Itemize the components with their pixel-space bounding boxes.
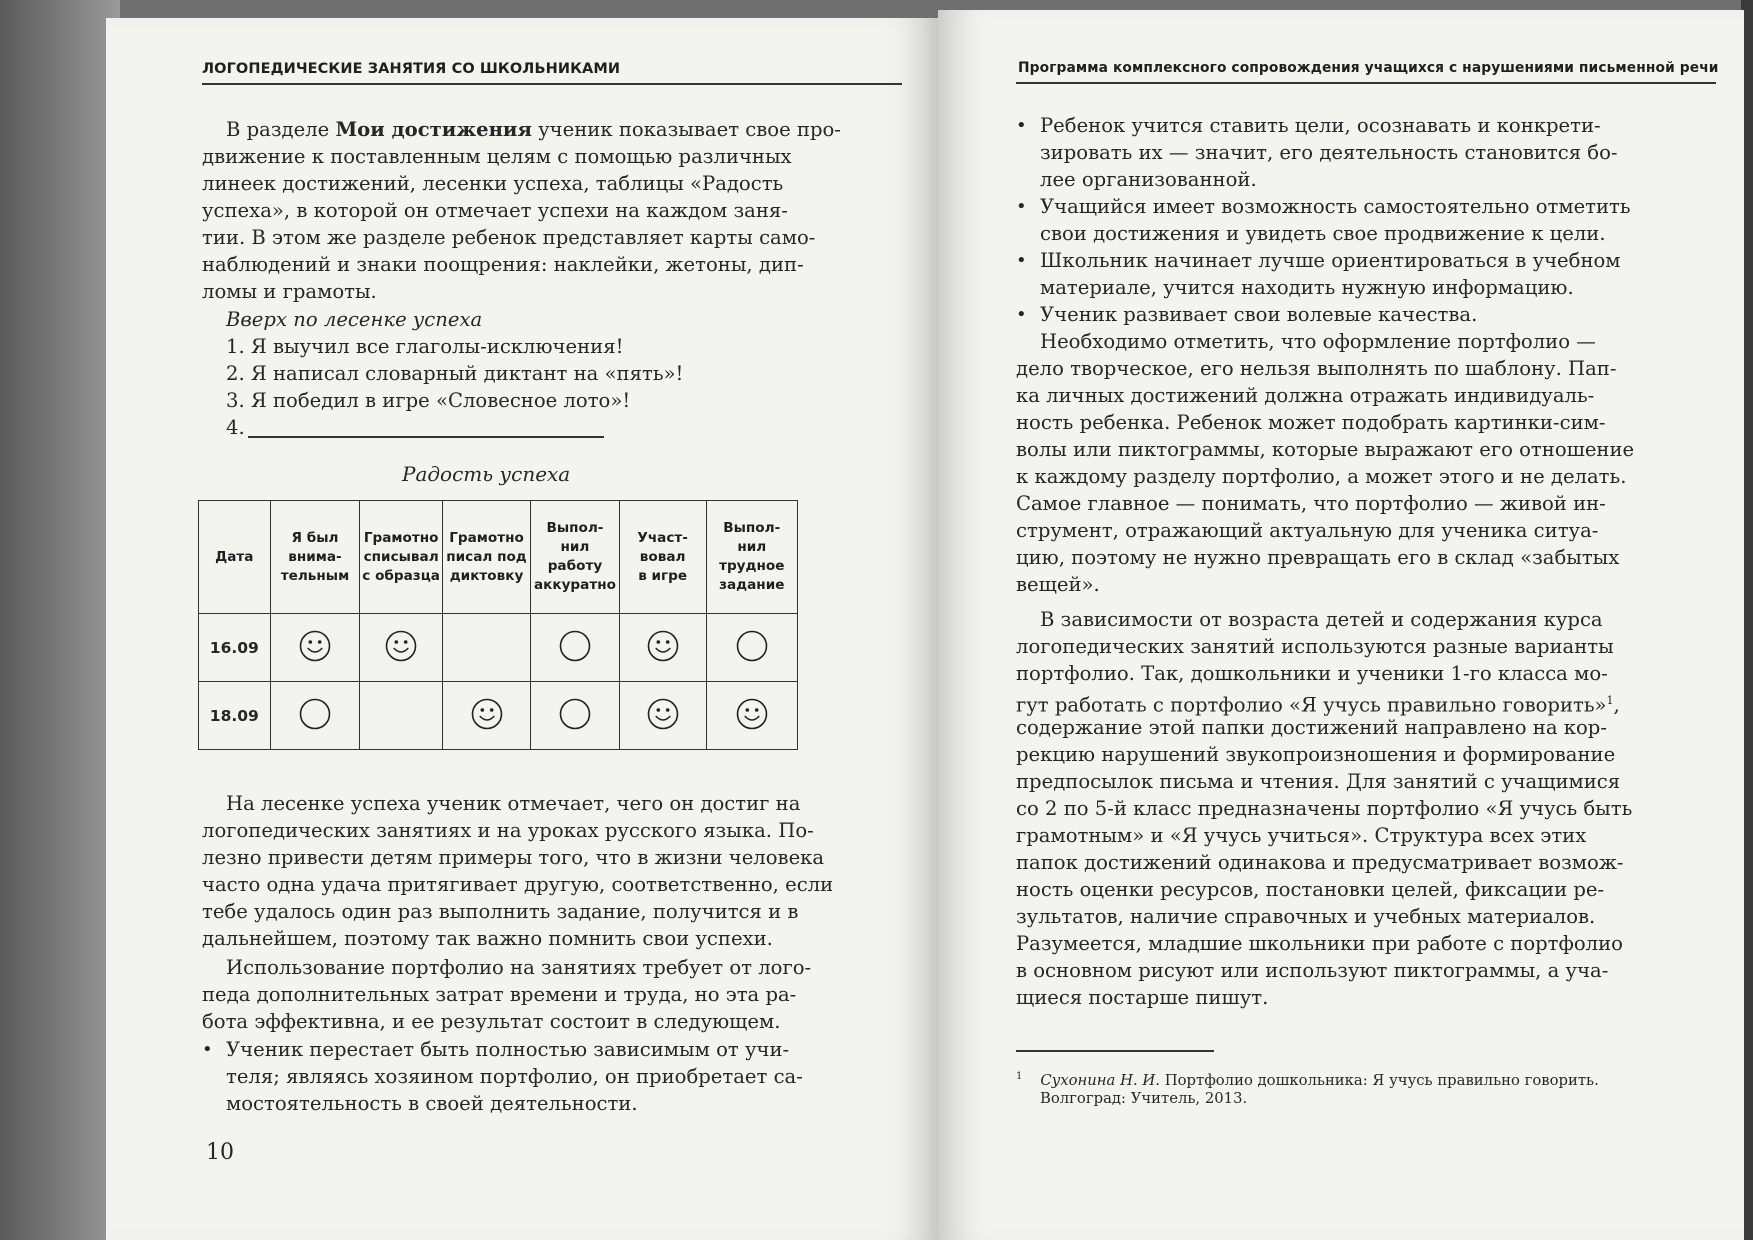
column-header-line: Выпол- xyxy=(546,520,604,536)
body-line: струмент, отражающий актуальную для ученика ситуа- xyxy=(1016,519,1599,542)
smiley-icon xyxy=(442,682,530,750)
body-line: логопедических занятий используются разные варианты xyxy=(1016,635,1614,658)
body-line: ность оценки ресурсов, постановки целей, фиксации ре- xyxy=(1016,878,1605,901)
column-header xyxy=(706,501,797,614)
column-header-line: с образца xyxy=(362,567,440,584)
intro-line: В разделе Мои достижения ученик показывает свое про- xyxy=(226,118,841,141)
body-line: педа дополнительных затрат времени и труда, но эта ра- xyxy=(202,983,797,1006)
intro-line: успеха», в которой он отмечает успехи на каждом заня- xyxy=(202,199,788,222)
column-header-line: диктовку xyxy=(449,567,524,584)
smiley-icon xyxy=(270,614,360,682)
section-name: Мои достижения xyxy=(335,118,532,141)
body-line: бота эффективна, и ее результат состоит в следующем. xyxy=(202,1010,781,1033)
column-header-line: вовал xyxy=(639,548,686,565)
blank-line xyxy=(248,436,604,438)
ladder-item: 2. Я написал словарный диктант на «пять»! xyxy=(226,362,684,385)
column-header xyxy=(360,501,443,614)
column-header-line: писал под xyxy=(446,548,527,565)
column-header-line: Участ- xyxy=(637,529,688,546)
table-row xyxy=(199,682,798,750)
column-header xyxy=(619,501,706,614)
footnote-author: Сухонина Н. И. xyxy=(1040,1071,1161,1089)
body-line: теля; являясь хозяином портфолио, он приобретает са- xyxy=(226,1065,803,1088)
body-line: рекцию нарушений звукопроизношения и формирование xyxy=(1016,743,1616,766)
column-header xyxy=(442,501,530,614)
column-header-line: нил xyxy=(737,539,767,555)
table-header-row xyxy=(199,501,798,614)
body-line: тебе удалось один раз выполнить задание, получится и в xyxy=(202,900,799,923)
intro-line: движение к поставленным целям с помощью различных xyxy=(202,145,792,168)
body-line: зировать их — значит, его деятельность становится бо- xyxy=(1040,141,1618,164)
scanner-background xyxy=(0,0,120,1240)
column-header xyxy=(199,501,271,614)
column-header-line: списывал xyxy=(363,548,439,565)
body-line: грамотным» и «Я учусь учиться». Структура всех этих xyxy=(1016,824,1587,847)
date-cell: 18.09 xyxy=(199,682,271,750)
intro-line: наблюдений и знаки поощрения: наклейки, жетоны, дип- xyxy=(202,253,804,276)
left-running-head: ЛОГОПЕДИЧЕСКИЕ ЗАНЯТИЯ СО ШКОЛЬНИКАМИ xyxy=(202,61,621,77)
ladder-item: 4. xyxy=(226,416,245,439)
body-line: логопедических занятиях и на уроках русского языка. По- xyxy=(202,819,814,842)
column-header-line: в игре xyxy=(638,567,688,584)
body-line: портфолио. Так, дошкольники и ученики 1-го класса мо- xyxy=(1016,662,1608,685)
header-rule xyxy=(202,83,902,85)
body-line: ность ребенка. Ребенок может подобрать картинки-сим- xyxy=(1016,411,1606,434)
body-line: со 2 по 5-й класс предназначены портфолио «Я учусь быть xyxy=(1016,797,1633,820)
header-rule xyxy=(1016,82,1716,84)
body-line: волы или пиктограммы, которые выражают его отношение xyxy=(1016,438,1635,461)
smiley-icon xyxy=(360,614,443,682)
page-number: 10 xyxy=(206,1140,234,1165)
column-header-line: тельным xyxy=(280,567,350,584)
body-line: дело творческое, его нельзя выполнять по шаблону. Пап- xyxy=(1016,357,1617,380)
column-header xyxy=(270,501,360,614)
body-line: предпосылок письма и чтения. Для занятий с учащимися xyxy=(1016,770,1621,793)
body-line: гут работать с портфолио «Я учусь правильно говорить»$^1$, xyxy=(1016,693,1620,717)
table-row xyxy=(199,614,798,682)
body-line: Самое главное — понимать, что портфолио — живой ин- xyxy=(1016,492,1606,515)
footnote-ref: 1 xyxy=(1606,694,1614,707)
column-header-line: Грамотно xyxy=(363,529,439,546)
body-line: Разумеется, младшие школьники при работе с портфолио xyxy=(1016,932,1623,955)
ladder-item: 1. Я выучил все глаголы-исключения! xyxy=(226,335,624,358)
bullet-item: • Учащийся имеет возможность самостоятельно отметить xyxy=(1016,193,1631,220)
footnote-rule xyxy=(1016,1050,1214,1052)
empty-cell xyxy=(360,682,443,750)
empty-circle-icon xyxy=(706,614,797,682)
body-line: щиеся постарше пишут. xyxy=(1016,986,1269,1009)
body-line: свои достижения и увидеть свое продвижение к цели. xyxy=(1040,222,1606,245)
intro-line: ломы и грамоты. xyxy=(202,280,377,303)
column-header-line: Дата xyxy=(215,548,254,565)
body-line: Использование портфолио на занятиях требует от лого- xyxy=(226,956,812,979)
footnote: $^1$ Сухонина Н. И. Портфолио дошкольника: Я учусь правильно говорить. xyxy=(1016,1071,1599,1089)
column-header-line: задание xyxy=(719,577,785,593)
bullet-item: • Ученик развивает свои волевые качества. xyxy=(1016,301,1477,328)
body-line: в основном рисуют или используют пиктограммы, а уча- xyxy=(1016,959,1609,982)
body-line: материале, учится находить нужную информацию. xyxy=(1040,276,1574,299)
column-header-line: работу xyxy=(547,558,603,574)
intro-line: тии. В этом же разделе ребенок представляет карты само- xyxy=(202,226,816,249)
body-line: папок достижений одинакова и предусматривает возмож- xyxy=(1016,851,1624,874)
body-line: лее организованной. xyxy=(1040,168,1257,191)
body-line: ка личных достижений должна отражать индивидуаль- xyxy=(1016,384,1595,407)
body-line: содержание этой папки достижений направлено на кор- xyxy=(1016,716,1607,739)
body-line: зультатов, наличие справочных и учебных материалов. xyxy=(1016,905,1596,928)
column-header-line: Я был xyxy=(291,529,339,546)
table-title: Радость успеха xyxy=(402,462,571,486)
right-running-head: Программа комплексного сопровождения учащихся с нарушениями письменной речи xyxy=(1018,60,1719,76)
date-cell: 16.09 xyxy=(199,614,271,682)
ladder-title: Вверх по лесенке успеха xyxy=(226,308,483,331)
bullet-item: • Школьник начинает лучше ориентироваться в учебном xyxy=(1016,247,1621,274)
body-line: лезно привести детям примеры того, что в жизни человека xyxy=(202,846,825,869)
bullet-item: • Ученик перестает быть полностью зависимым от учи- xyxy=(202,1036,789,1063)
empty-cell xyxy=(442,614,530,682)
column-header-line: Выпол- xyxy=(723,520,781,536)
left-page xyxy=(106,18,938,1240)
smiley-icon xyxy=(706,682,797,750)
empty-circle-icon xyxy=(531,614,620,682)
body-line: к каждому разделу портфолио, а может этого и не делать. xyxy=(1016,465,1627,488)
column-header-line: Грамотно xyxy=(449,529,524,546)
smiley-icon xyxy=(619,614,706,682)
body-line: вещей». xyxy=(1016,573,1100,596)
body-line: Необходимо отметить, что оформление портфолио — xyxy=(1040,330,1596,353)
body-line: В зависимости от возраста детей и содержания курса xyxy=(1040,608,1603,631)
body-line: часто одна удача притягивает другую, соответственно, если xyxy=(202,873,834,896)
column-header-line: аккуратно xyxy=(533,577,616,593)
bullet-item: • Ребенок учится ставить цели, осознавать и конкрети- xyxy=(1016,112,1601,139)
column-header-line: внима- xyxy=(288,548,342,565)
empty-circle-icon xyxy=(270,682,360,750)
footnote-line: Волгоград: Учитель, 2013. xyxy=(1040,1090,1248,1107)
column-header-line: трудное xyxy=(719,558,785,574)
intro-line: линеек достижений, лесенки успеха, таблицы «Радость xyxy=(202,172,784,195)
ladder-item: 3. Я победил в игре «Словесное лото»! xyxy=(226,389,631,412)
body-line: мостоятельность в своей деятельности. xyxy=(226,1092,638,1115)
smiley-icon xyxy=(619,682,706,750)
column-header-line: нил xyxy=(560,539,590,555)
column-header xyxy=(531,501,620,614)
right-page xyxy=(938,10,1744,1240)
body-line: дальнейшем, поэтому так важно помнить свои успехи. xyxy=(202,927,773,950)
body-line: На лесенке успеха ученик отмечает, чего он достиг на xyxy=(226,792,801,815)
body-line: цию, поэтому не нужно превращать его в склад «забытых xyxy=(1016,546,1620,569)
empty-circle-icon xyxy=(531,682,620,750)
success-table xyxy=(198,500,798,750)
